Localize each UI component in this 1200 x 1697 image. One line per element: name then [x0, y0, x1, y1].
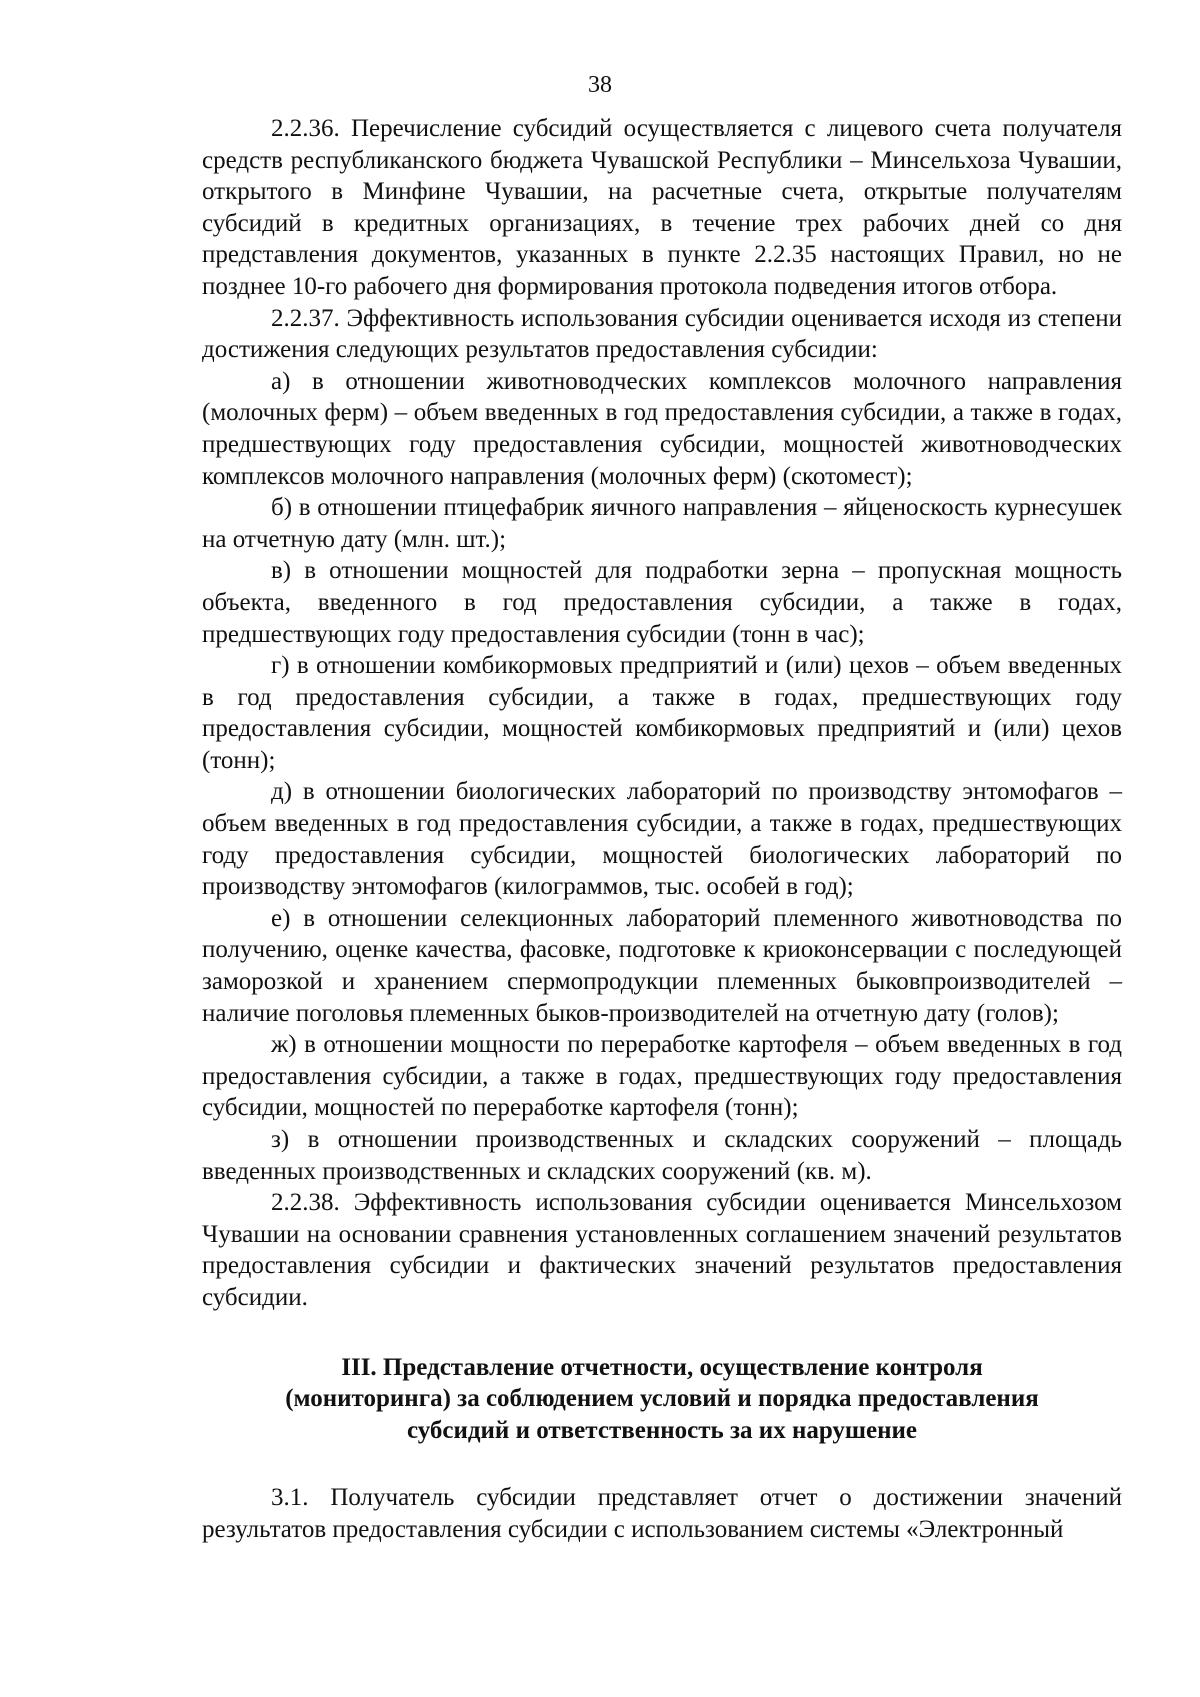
list-item-v: в) в отношении мощностей для подработки зерна – пропускная мощность объекта, введенного в год предоставления субсидии, а также в годах, предшествующих году предоставления субсидии (тонн в час);: [202, 557, 1122, 648]
list-item-a: а) в отношении животноводческих комплексов молочного направления (молочных ферм) – объем введенных в год предоставления субсидии, а также в годах, предшествующих году предоставления субсидии, мощностей животноводческих комплексов молочного направления (молочных ферм) (скотомест);: [202, 367, 1122, 490]
list-item-b: б) в отношении птицефабрик яичного направления – яйценоскость курнесушек на отчетную дату (млн. шт.);: [202, 494, 1122, 553]
document-body: [202, 113, 1122, 1546]
paragraph-2-2-37: 2.2.37. Эффективность использования субсидии оценивается исходя из степени достижения следующих результатов предоставления субсидии:: [202, 304, 1122, 364]
section-heading-line-2: (мониторинга) за соблюдением условий и порядка предоставления: [285, 1385, 1039, 1413]
paragraph-2-2-36: 2.2.36. Перечисление субсидий осуществляется с лицевого счета получателя средств республиканского бюджета Чувашской Республики – Минсельхоза Чувашии, открытого в Минфине Чувашии, на расчетные счета, открытые получателям субсидий в кредитных организациях, в течение трех рабочих дней со дня представления документов, указанных в пункте 2.2.35 настоящих Правил, но не позднее 10-го рабочего дня формирования протокола подведения итогов отбора.: [202, 115, 1122, 300]
list-item-z: з) в отношении производственных и складских сооружений – площадь введенных производственных и складских сооружений (кв. м).: [202, 1126, 1122, 1185]
list-item-g: г) в отношении комбикормовых предприятий и (или) цехов – объем введенных в год предоставления субсидии, а также в годах, предшествующих году предоставления субсидии, мощностей комбикормовых предприятий и (или) цехов (тонн);: [202, 652, 1122, 774]
list-item-e: е) в отношении селекционных лабораторий племенного животноводства по получению, оценке качества, фасовке, подготовке к криоконсервации с последующей заморозкой и хранением спермопродукции племенных быковпроизводителей – наличие поголовья племенных быков-производителей на отчетную дату (голов);: [202, 904, 1122, 1027]
section-heading-line-3: субсидий и ответственность за их нарушение: [406, 1416, 918, 1444]
list-item-zh: ж) в отношении мощности по переработке картофеля – объем введенных в год предоставления субсидии, а также в годах, предшествующих году предоставления субсидии, мощностей по переработке картофеля (тонн);: [202, 1031, 1122, 1122]
paragraph-2-2-38: 2.2.38. Эффективность использования субсидии оценивается Минсельхозом Чувашии на основании сравнения установленных соглашением значений результатов предоставления субсидии и фактических значений результатов предоставления субсидии.: [202, 1189, 1122, 1311]
paragraph-3-1: 3.1. Получатель субсидии представляет отчет о достижении значений результатов предоставления субсидии с использованием системы «Электронный: [202, 1484, 1122, 1543]
page-number: 38: [588, 72, 612, 98]
list-item-d: д) в отношении биологических лабораторий по производству энтомофагов – объем введенных в год предоставления субсидии, а также в годах, предшествующих году предоставления субсидии, мощностей биологических лабораторий по производству энтомофагов (килограммов, тыс. особей в год);: [202, 778, 1122, 901]
section-heading: [202, 1352, 1122, 1447]
section-heading-line-1: III. Представление отчетности, осуществление контроля: [341, 1353, 983, 1381]
